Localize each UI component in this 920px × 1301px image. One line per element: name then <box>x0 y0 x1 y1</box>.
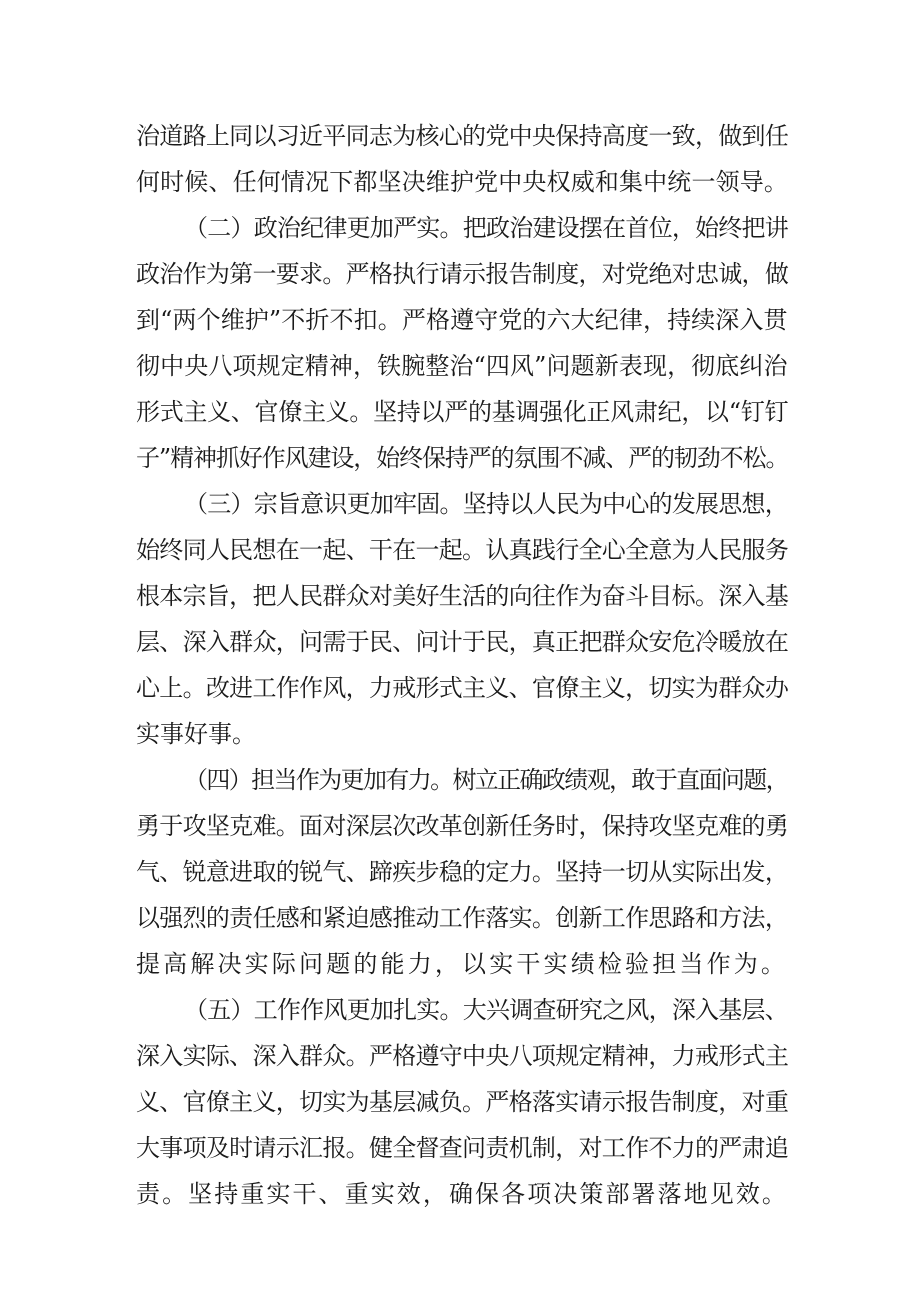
text-line: 治道路上同以习近平同志为核心的党中央保持高度一致，做到任 <box>136 122 789 150</box>
text-line: 政治作为第一要求。严格执行请示报告制度，对党绝对忠诚，做 <box>136 260 789 288</box>
text-line: 义、官僚主义，切实为基层减负。严格落实请示报告制度，对重 <box>136 1088 789 1116</box>
text-line: 勇于攻坚克难。面对深层次改革创新任务时，保持攻坚克难的勇 <box>136 812 789 840</box>
text-line: 何时候、任何情况下都坚决维护党中央权威和集中统一领导。 <box>136 168 789 196</box>
text-line: 提高解决实际问题的能力，以实干实绩检验担当作为。 <box>136 950 789 978</box>
text-line: 气、锐意进取的锐气、蹄疾步稳的定力。坚持一切从实际出发， <box>136 858 789 886</box>
text-line: 根本宗旨，把人民群众对美好生活的向往作为奋斗目标。深入基 <box>136 582 789 610</box>
text-line: （五）工作作风更加扎实。大兴调查研究之风，深入基层、 <box>184 996 788 1024</box>
text-line: 形式主义、官僚主义。坚持以严的基调强化正风肃纪，以“钉钉 <box>136 398 789 426</box>
text-line: （三）宗旨意识更加牢固。坚持以人民为中心的发展思想， <box>184 490 788 518</box>
text-line: （二）政治纪律更加严实。把政治建设摆在首位，始终把讲 <box>184 214 788 242</box>
text-line: 到“两个维护”不折不扣。严格遵守党的六大纪律，持续深入贯 <box>136 306 788 334</box>
text-line: 子”精神抓好作风建设，始终保持严的氛围不减、严的韧劲不松。 <box>136 444 789 472</box>
text-line: 责。坚持重实干、重实效，确保各项决策部署落地见效。 <box>136 1180 788 1208</box>
text-line: 彻中央八项规定精神，铁腕整治“四风”问题新表现，彻底纠治 <box>136 352 788 380</box>
text-line: 以强烈的责任感和紧迫感推动工作落实。创新工作思路和方法， <box>136 904 789 932</box>
text-line: 始终同人民想在一起、干在一起。认真践行全心全意为人民服务 <box>136 536 789 564</box>
text-line: 大事项及时请示汇报。健全督查问责机制，对工作不力的严肃追 <box>136 1134 789 1162</box>
text-line: 深入实际、深入群众。严格遵守中央八项规定精神，力戒形式主 <box>136 1042 789 1070</box>
text-line: 心上。改进工作作风，力戒形式主义、官僚主义，切实为群众办 <box>136 674 789 702</box>
text-line: （四）担当作为更加有力。树立正确政绩观，敢于直面问题， <box>184 766 788 794</box>
text-line: 实事好事。 <box>136 720 256 748</box>
text-line: 层、深入群众，问需于民、问计于民，真正把群众安危冷暖放在 <box>136 628 789 656</box>
